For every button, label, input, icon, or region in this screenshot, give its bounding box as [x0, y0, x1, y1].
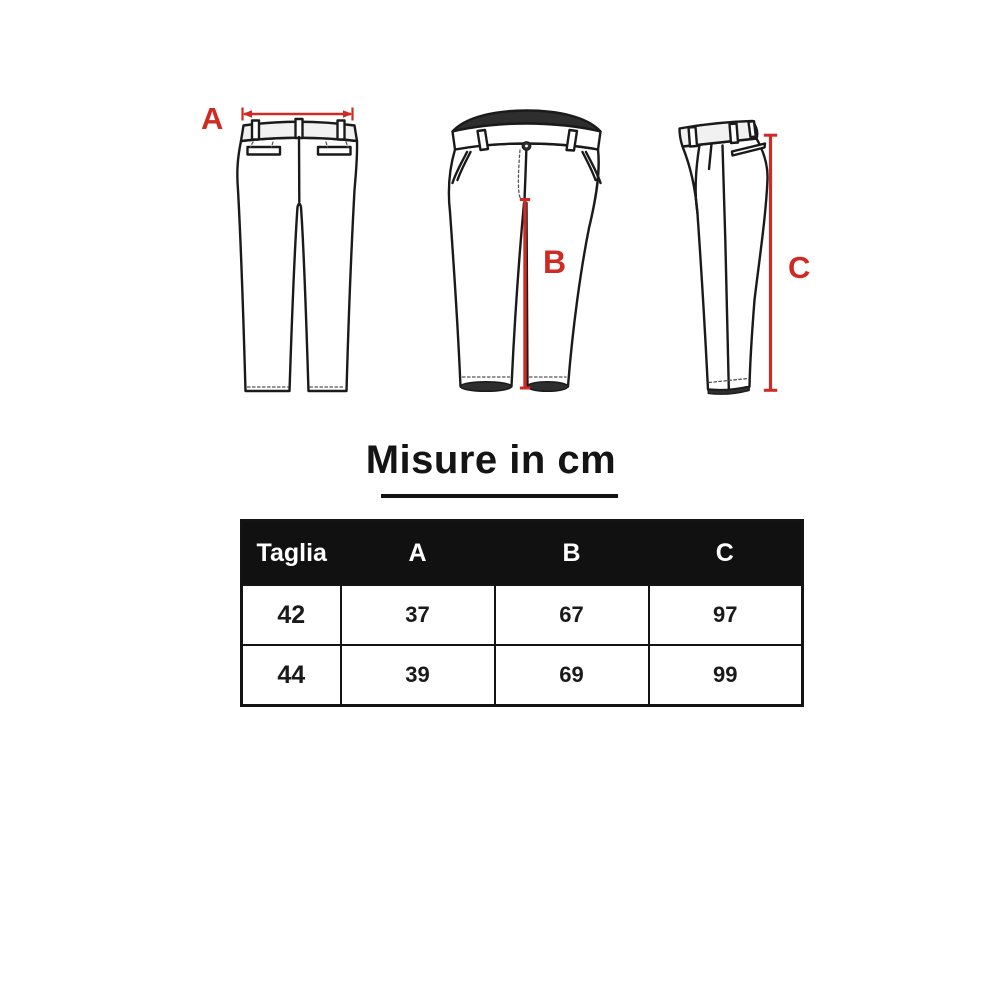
- cell-44-b: 69: [495, 645, 649, 706]
- measure-label-a: A: [201, 101, 224, 136]
- header-cell-c: C: [649, 521, 803, 586]
- pants-front-view-illustration: [445, 105, 610, 405]
- cell-44-c: 99: [649, 645, 803, 706]
- title-underline: [381, 494, 618, 498]
- header-cell-taglia: Taglia: [242, 521, 341, 586]
- size-row-44: [242, 645, 803, 706]
- cell-42-c: 97: [649, 585, 803, 645]
- pants-back-view-illustration: [195, 90, 405, 410]
- header-cell-a: A: [341, 521, 495, 586]
- pants-side-drawing: [680, 121, 768, 394]
- cell-42-a: 37: [341, 585, 495, 645]
- cell-taglia-42: 42: [242, 585, 341, 645]
- pants-back-drawing: [237, 119, 357, 391]
- measure-label-b: B: [543, 244, 567, 280]
- size-row-42: [242, 585, 803, 645]
- page-title: Misure in cm: [365, 438, 617, 482]
- measure-label-c: C: [788, 250, 811, 285]
- cell-42-b: 67: [495, 585, 649, 645]
- size-table-header-row: [242, 521, 803, 586]
- header-cell-b: B: [495, 521, 649, 586]
- cell-taglia-44: 44: [242, 645, 341, 706]
- size-table: [240, 519, 804, 707]
- cell-44-a: 39: [341, 645, 495, 706]
